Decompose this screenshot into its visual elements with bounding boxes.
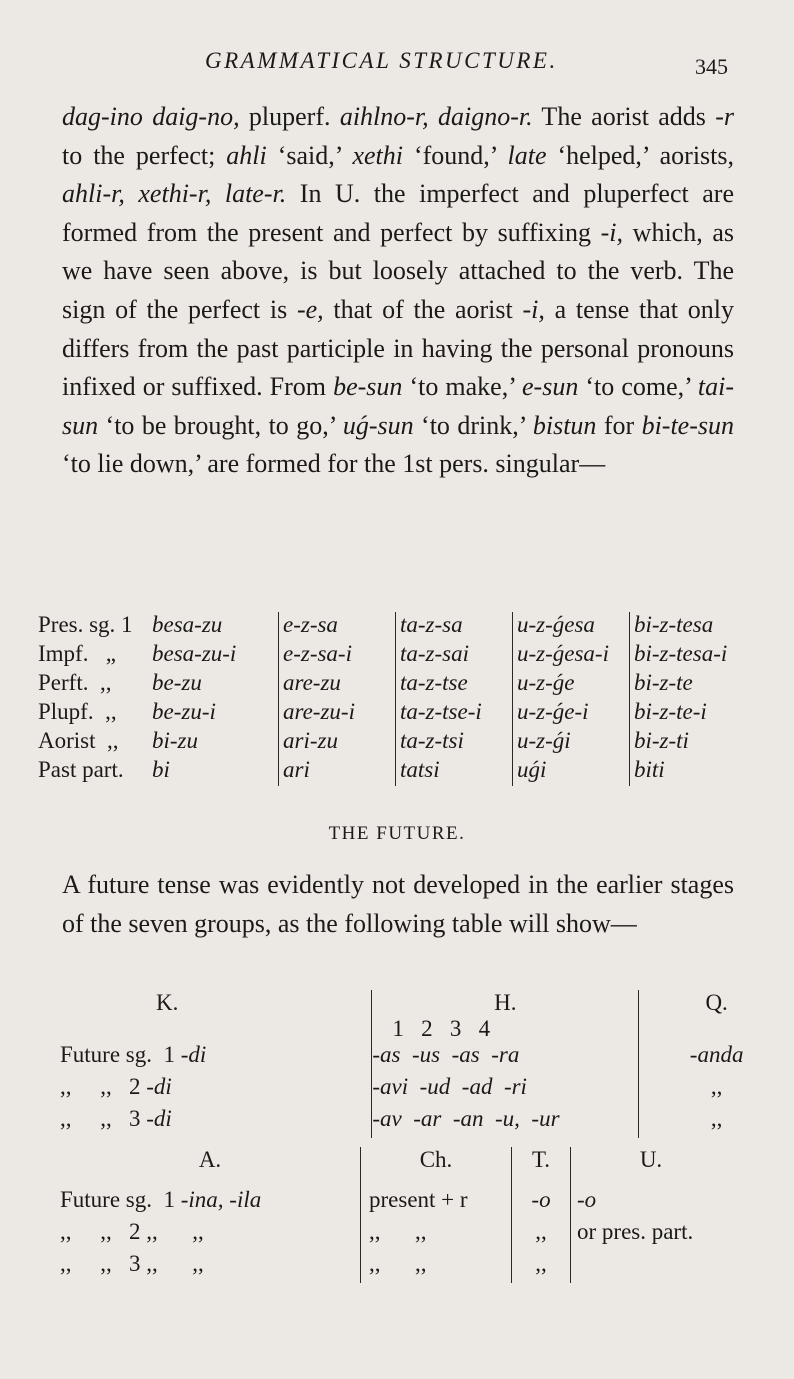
h-numbers: 1 2 3 4 — [372, 1016, 639, 1042]
paradigm-row-label: Perft. ,, — [38, 670, 112, 695]
paradigm-cell: bi-z-te — [630, 670, 747, 699]
paradigm-row — [38, 699, 746, 728]
head-h: H. — [372, 990, 639, 1016]
verb-paradigm-table — [38, 612, 746, 786]
paradigm-cell: bi-z-te-i — [630, 699, 747, 728]
text-run: a tense that only differs from the past participle in having the personal pronouns infixed or suffixed. From — [62, 294, 734, 402]
future-table-bottom — [60, 1147, 731, 1283]
text-run: ‘found,’ — [403, 140, 508, 170]
section-heading: THE FUTURE. — [328, 823, 466, 844]
text-run: which, as we have seen above, is but loosely attached to the verb. The sign of the perfect is — [62, 217, 734, 324]
running-title: GRAMMATICAL STRUCTURE. — [205, 48, 558, 73]
text-run: ‘to be brought, to go,’ — [98, 410, 343, 440]
paradigm-cell: ta-z-sa — [396, 612, 513, 641]
italic-term: uǵ-sun — [342, 410, 414, 440]
paradigm-cell: u-z-ǵe — [513, 670, 630, 699]
ch-form: ,, ,, — [361, 1251, 512, 1283]
head-u: U. — [571, 1147, 732, 1173]
page-header — [0, 48, 794, 88]
paradigm-row — [38, 757, 746, 786]
head-a: A. — [198, 1147, 222, 1172]
text-run — [429, 102, 438, 131]
q-suffix: ,, — [639, 1074, 794, 1106]
paradigm-cell: ta-z-tse-i — [396, 699, 513, 728]
k-suffix: -di — [180, 1042, 207, 1067]
paradigm-row-label: Impf. „ — [38, 641, 116, 666]
italic-term: ahli — [226, 140, 267, 170]
future-top-row — [60, 1106, 794, 1138]
paradigm-row-label: Pres. sg. 1 — [38, 612, 133, 637]
paradigm-row — [38, 612, 746, 641]
italic-term: -i, — [522, 294, 545, 324]
head-q: Q. — [639, 990, 794, 1016]
h-suffixes: -avi -ud -ad -ri — [372, 1074, 639, 1106]
text-run: ‘to come,’ — [578, 372, 698, 402]
paradigm-cell: ari-zu — [279, 728, 396, 757]
paradigm-cell: are-zu-i — [279, 699, 396, 728]
future-top-row — [60, 1042, 794, 1074]
future-bottom-row — [60, 1251, 731, 1283]
head-k: K. — [156, 990, 179, 1015]
paradigm-cell: tatsi — [396, 757, 513, 786]
text-run: to the perfect; — [62, 140, 227, 170]
a-suffix: ,, ,, — [146, 1251, 204, 1276]
italic-term: daigno-r. — [437, 102, 533, 131]
italic-term: late-r. — [224, 179, 287, 209]
text-run: ‘to drink,’ — [413, 410, 533, 440]
paradigm-cell: u-z-ǵe-i — [513, 699, 630, 728]
u-form: -o — [571, 1187, 732, 1219]
future-row-label: ,, ,, 3 — [60, 1251, 147, 1276]
paradigm-row — [38, 670, 746, 699]
paradigm-row — [38, 728, 746, 757]
future-row-label: Future sg. 1 — [60, 1042, 181, 1067]
italic-term: aihlno-r, — [339, 102, 429, 131]
paradigm-cell: u-z-ǵesa-i — [513, 641, 630, 670]
text-run: pluperf. — [239, 102, 340, 131]
paradigm-cell: are-zu — [279, 670, 396, 699]
future-bottom-row — [60, 1219, 731, 1251]
italic-term: -r — [715, 102, 734, 131]
italic-term: tai-sun — [62, 372, 735, 440]
a-suffix: ,, ,, — [146, 1219, 204, 1244]
paradigm-cell: ta-z-tse — [396, 670, 513, 699]
future-row-label: ,, ,, 2 — [60, 1219, 147, 1244]
text-run: ‘helped,’ aorists, — [546, 140, 735, 170]
italic-term: -e, — [296, 294, 324, 324]
paradigm-row — [38, 641, 746, 670]
paradigm-cell: e-z-sa — [279, 612, 396, 641]
italic-term: be-sun — [333, 372, 403, 402]
ch-form: ,, ,, — [361, 1219, 512, 1251]
paradigm-cell: be-zu — [152, 670, 202, 695]
italic-term: -i, — [600, 217, 624, 247]
paradigm-row-label: Past part. — [38, 757, 124, 782]
k-suffix: -di — [146, 1074, 172, 1099]
page-number: 345 — [695, 54, 728, 79]
q-suffix: -anda — [639, 1042, 794, 1074]
italic-term: xethi — [352, 140, 403, 170]
paradigm-cell: u-z-ǵesa — [513, 612, 630, 641]
paragraph-1 — [62, 98, 734, 484]
paradigm-cell: u-z-ǵi — [513, 728, 630, 757]
paradigm-cell: ari — [279, 757, 396, 786]
paradigm-cell: bi — [152, 757, 170, 782]
paradigm-cell: bi-z-tesa-i — [630, 641, 747, 670]
t-suffix: ,, — [512, 1251, 571, 1283]
italic-term: xethi-r, — [138, 179, 212, 209]
text-run: In U. the imperfect and pluperfect are formed from the present and perfect by suffixing — [62, 179, 735, 247]
future-row-label: ,, ,, 2 — [60, 1074, 147, 1099]
t-suffix: -o — [512, 1187, 571, 1219]
h-suffixes: -av -ar -an -u, -ur — [372, 1106, 639, 1138]
italic-term: bistun — [532, 410, 597, 440]
paradigm-cell: e-z-sa-i — [279, 641, 396, 670]
future-top-row — [60, 1074, 794, 1106]
paragraph-2: A future tense was evidently not developed in the earlier stages of the seven groups, as the following table will show— — [62, 870, 734, 938]
text-run — [143, 102, 152, 131]
text-run: The aorist adds — [532, 102, 716, 131]
q-suffix: ,, — [639, 1106, 794, 1138]
paradigm-cell: bi-z-ti — [630, 728, 747, 757]
text-run: ‘to make,’ — [402, 372, 522, 402]
text-run: ‘to lie down,’ are formed for the 1st pers. singular— — [62, 449, 606, 479]
paradigm-cell: besa-zu-i — [152, 641, 237, 666]
paradigm-cell: bi-zu — [152, 728, 198, 753]
a-suffix: -ina, -ila — [180, 1187, 262, 1212]
paradigm-cell: bi-z-tesa — [630, 612, 747, 641]
t-suffix: ,, — [512, 1219, 571, 1251]
paradigm-cell: ta-z-tsi — [396, 728, 513, 757]
italic-term: e-sun — [522, 372, 579, 402]
u-form: or pres. part. — [571, 1219, 732, 1251]
italic-term: bi-te-sun — [641, 410, 734, 440]
text-run: ‘said,’ — [266, 140, 353, 170]
paradigm-row-label: Plupf. ,, — [38, 699, 117, 724]
k-suffix: -di — [146, 1106, 172, 1131]
text-run — [125, 179, 139, 208]
text-run: that of the aorist — [323, 294, 523, 324]
future-bottom-row — [60, 1187, 731, 1219]
paradigm-cell: ta-z-sai — [396, 641, 513, 670]
head-t: T. — [512, 1147, 571, 1173]
future-row-label: ,, ,, 3 — [60, 1106, 147, 1131]
u-form — [571, 1251, 732, 1283]
paradigm-cell: be-zu-i — [152, 699, 216, 724]
paradigm-cell: besa-zu — [152, 612, 223, 637]
head-ch: Ch. — [361, 1147, 512, 1173]
paradigm-row-label: Aorist ,, — [38, 728, 119, 753]
italic-term: late — [507, 140, 547, 170]
h-suffixes: -as -us -as -ra — [372, 1042, 639, 1074]
italic-term: daig-no, — [152, 102, 240, 131]
text-run: for — [596, 410, 642, 440]
paradigm-cell: biti — [630, 757, 747, 786]
italic-term: ahli-r, — [62, 179, 125, 209]
paradigm-cell: uǵi — [513, 757, 630, 786]
text-run — [211, 179, 225, 208]
future-row-label: Future sg. 1 — [60, 1187, 181, 1212]
ch-form: present + r — [361, 1187, 512, 1219]
italic-term: dag-ino — [62, 102, 143, 131]
future-table-top — [60, 990, 794, 1138]
